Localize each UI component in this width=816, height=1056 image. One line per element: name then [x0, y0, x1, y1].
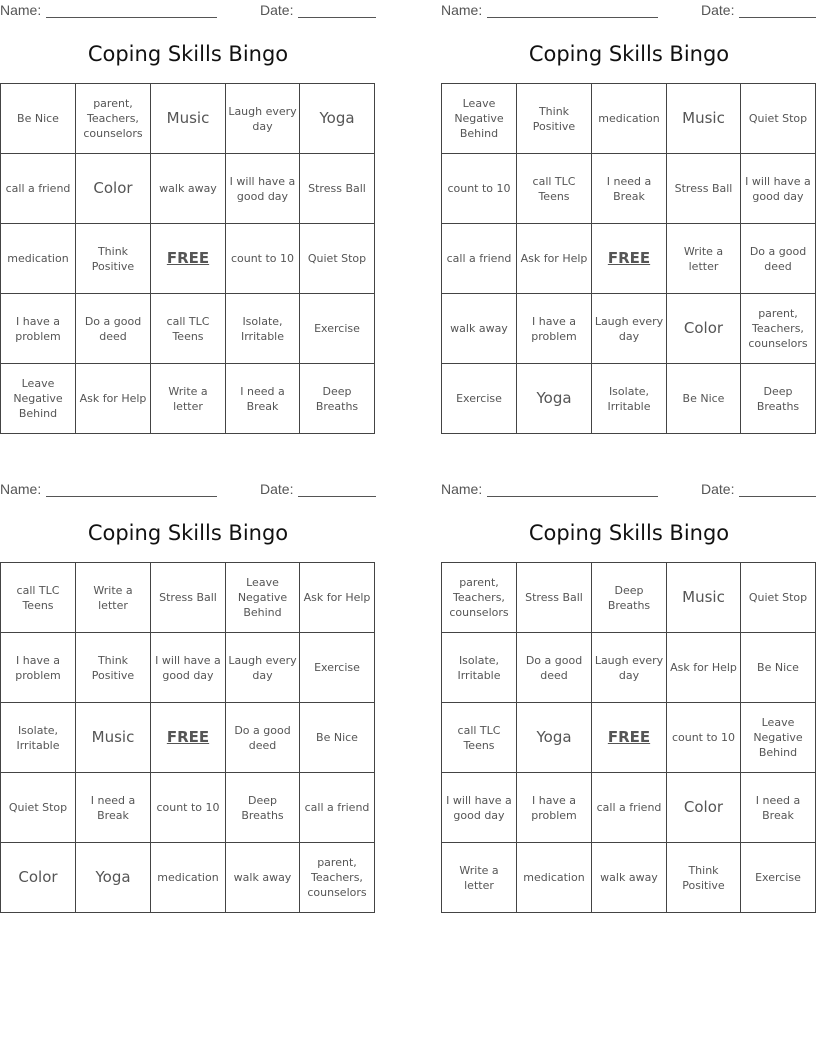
- bingo-cell: Do a good deed: [226, 703, 300, 773]
- bingo-cell: Do a good deed: [76, 294, 151, 364]
- bingo-cell: I have a problem: [517, 294, 592, 364]
- bingo-cell: Think Positive: [517, 84, 592, 154]
- bingo-cell: call TLC Teens: [151, 294, 226, 364]
- bingo-cell: Isolate, Irritable: [442, 633, 517, 703]
- bingo-cell: parent, Teachers, counselors: [442, 563, 517, 633]
- date-blank-line: [298, 17, 376, 18]
- name-date-line: [441, 481, 816, 499]
- bingo-cell: medication: [592, 84, 667, 154]
- date-label: Date:: [260, 481, 294, 497]
- card-title: Coping Skills Bingo: [87, 42, 289, 66]
- bingo-cell: I will have a good day: [226, 154, 300, 224]
- bingo-cell: Deep Breaths: [226, 773, 300, 843]
- bingo-cell: Leave Negative Behind: [442, 84, 517, 154]
- bingo-cell: Ask for Help: [300, 563, 375, 633]
- bingo-cell: Yoga: [300, 84, 375, 154]
- bingo-cell: Music: [667, 563, 741, 633]
- bingo-cell: medication: [517, 843, 592, 913]
- bingo-grid: [441, 83, 816, 434]
- bingo-cell: Color: [1, 843, 76, 913]
- bingo-card-3: [0, 479, 376, 919]
- bingo-cell: call a friend: [300, 773, 375, 843]
- bingo-cell: Exercise: [300, 294, 375, 364]
- bingo-cell: Write a letter: [151, 364, 226, 434]
- bingo-cell: Think Positive: [76, 633, 151, 703]
- bingo-cell: I need a Break: [592, 154, 667, 224]
- name-label: Name:: [441, 2, 483, 18]
- bingo-cell: I have a problem: [517, 773, 592, 843]
- name-label: Name:: [441, 481, 483, 497]
- bingo-cell: I have a problem: [1, 633, 76, 703]
- name-date-line: [0, 481, 376, 499]
- bingo-cell: I will have a good day: [442, 773, 517, 843]
- bingo-cell: Ask for Help: [667, 633, 741, 703]
- bingo-cell: parent, Teachers, counselors: [300, 843, 375, 913]
- bingo-cell: call a friend: [592, 773, 667, 843]
- name-blank-line: [487, 17, 658, 18]
- bingo-cell: Ask for Help: [517, 224, 592, 294]
- bingo-cell: Do a good deed: [517, 633, 592, 703]
- bingo-cell: Stress Ball: [667, 154, 741, 224]
- card-title: Coping Skills Bingo: [528, 42, 730, 66]
- bingo-cell: Music: [667, 84, 741, 154]
- bingo-cell: Leave Negative Behind: [226, 563, 300, 633]
- bingo-cell: I have a problem: [1, 294, 76, 364]
- bingo-cell: Be Nice: [741, 633, 816, 703]
- bingo-cell: Stress Ball: [300, 154, 375, 224]
- bingo-cell: Think Positive: [667, 843, 741, 913]
- bingo-cell: count to 10: [667, 703, 741, 773]
- bingo-cell: Stress Ball: [151, 563, 226, 633]
- free-space-cell: FREE: [592, 224, 667, 294]
- bingo-cell: Stress Ball: [517, 563, 592, 633]
- bingo-cell: Laugh every day: [592, 294, 667, 364]
- date-blank-line: [298, 496, 376, 497]
- bingo-cell: walk away: [442, 294, 517, 364]
- bingo-cell: Quiet Stop: [1, 773, 76, 843]
- bingo-cell: Deep Breaths: [741, 364, 816, 434]
- bingo-cell: call a friend: [442, 224, 517, 294]
- bingo-cell: Write a letter: [442, 843, 517, 913]
- bingo-card-4: [441, 479, 816, 919]
- bingo-cell: Do a good deed: [741, 224, 816, 294]
- bingo-cell: Be Nice: [667, 364, 741, 434]
- bingo-cell: Color: [667, 294, 741, 364]
- name-date-line: [0, 2, 376, 20]
- bingo-cell: parent, Teachers, counselors: [741, 294, 816, 364]
- free-space-cell: FREE: [151, 703, 226, 773]
- bingo-cell: Exercise: [741, 843, 816, 913]
- bingo-cell: walk away: [151, 154, 226, 224]
- bingo-cell: Isolate, Irritable: [226, 294, 300, 364]
- card-title: Coping Skills Bingo: [528, 521, 730, 545]
- name-blank-line: [46, 496, 217, 497]
- bingo-cell: I will have a good day: [741, 154, 816, 224]
- bingo-cell: count to 10: [226, 224, 300, 294]
- bingo-cell: Exercise: [442, 364, 517, 434]
- bingo-cell: medication: [1, 224, 76, 294]
- bingo-cell: Isolate, Irritable: [592, 364, 667, 434]
- bingo-grid: [0, 562, 375, 913]
- bingo-cell: Deep Breaths: [300, 364, 375, 434]
- bingo-cell: I will have a good day: [151, 633, 226, 703]
- name-date-line: [441, 2, 816, 20]
- bingo-cell: Quiet Stop: [741, 563, 816, 633]
- bingo-cell: count to 10: [151, 773, 226, 843]
- name-label: Name:: [0, 2, 42, 18]
- bingo-cell: Yoga: [517, 703, 592, 773]
- bingo-grid: [0, 83, 375, 434]
- bingo-cell: call TLC Teens: [1, 563, 76, 633]
- bingo-cell: Write a letter: [667, 224, 741, 294]
- name-blank-line: [487, 496, 658, 497]
- bingo-card-2: [441, 0, 816, 440]
- free-space-cell: FREE: [151, 224, 226, 294]
- date-label: Date:: [701, 481, 735, 497]
- bingo-cell: walk away: [226, 843, 300, 913]
- bingo-cell: Laugh every day: [226, 84, 300, 154]
- bingo-cell: I need a Break: [76, 773, 151, 843]
- name-label: Name:: [0, 481, 42, 497]
- bingo-cell: Exercise: [300, 633, 375, 703]
- bingo-cell: Quiet Stop: [300, 224, 375, 294]
- free-space-cell: FREE: [592, 703, 667, 773]
- bingo-cell: Music: [76, 703, 151, 773]
- date-label: Date:: [701, 2, 735, 18]
- bingo-cell: I need a Break: [226, 364, 300, 434]
- date-blank-line: [739, 496, 816, 497]
- bingo-cell: call TLC Teens: [442, 703, 517, 773]
- date-blank-line: [739, 17, 816, 18]
- bingo-cell: parent, Teachers, counselors: [76, 84, 151, 154]
- bingo-cell: Laugh every day: [592, 633, 667, 703]
- bingo-cell: Quiet Stop: [741, 84, 816, 154]
- bingo-cell: Leave Negative Behind: [1, 364, 76, 434]
- bingo-cell: Be Nice: [300, 703, 375, 773]
- bingo-cell: Laugh every day: [226, 633, 300, 703]
- bingo-cell: call TLC Teens: [517, 154, 592, 224]
- name-blank-line: [46, 17, 217, 18]
- bingo-cell: Write a letter: [76, 563, 151, 633]
- bingo-cell: Be Nice: [1, 84, 76, 154]
- card-title: Coping Skills Bingo: [87, 521, 289, 545]
- bingo-cell: Yoga: [76, 843, 151, 913]
- bingo-cell: Leave Negative Behind: [741, 703, 816, 773]
- bingo-cell: Think Positive: [76, 224, 151, 294]
- bingo-cell: Deep Breaths: [592, 563, 667, 633]
- bingo-cell: I need a Break: [741, 773, 816, 843]
- bingo-cell: medication: [151, 843, 226, 913]
- bingo-cell: call a friend: [1, 154, 76, 224]
- bingo-cell: count to 10: [442, 154, 517, 224]
- bingo-cell: Color: [667, 773, 741, 843]
- bingo-card-1: [0, 0, 376, 440]
- bingo-cell: Music: [151, 84, 226, 154]
- date-label: Date:: [260, 2, 294, 18]
- bingo-cell: Isolate, Irritable: [1, 703, 76, 773]
- bingo-cell: Yoga: [517, 364, 592, 434]
- bingo-cell: Ask for Help: [76, 364, 151, 434]
- bingo-cell: walk away: [592, 843, 667, 913]
- bingo-grid: [441, 562, 816, 913]
- bingo-cell: Color: [76, 154, 151, 224]
